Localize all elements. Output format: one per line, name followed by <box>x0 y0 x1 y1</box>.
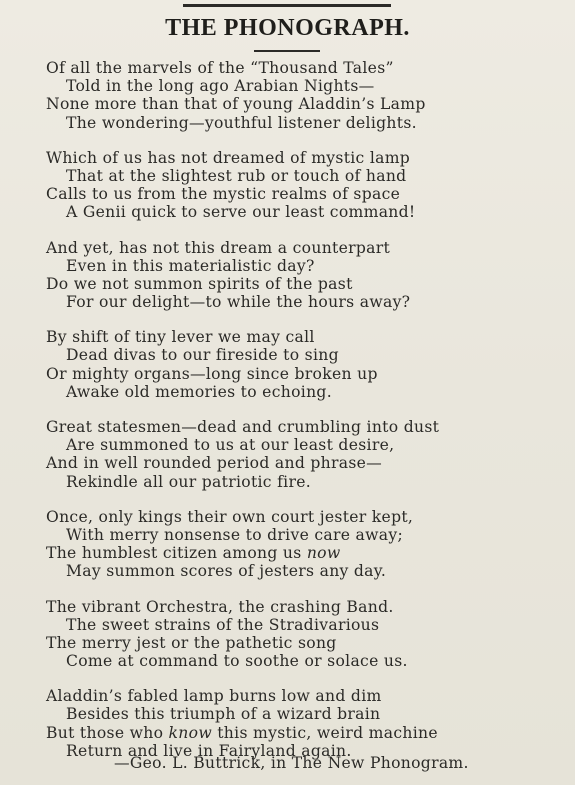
emphasized-word: now <box>306 544 341 563</box>
poem-line: Even in this materialistic day? <box>66 256 315 275</box>
poem-line: May summon scores of jesters any day. <box>66 562 387 581</box>
poem-line: The vibrant Orchestra, the crashing Band. <box>46 597 394 616</box>
stanza <box>46 598 566 671</box>
poem-line: Dead divas to our fireside to sing <box>66 346 339 365</box>
stanza <box>46 508 566 581</box>
title-rule <box>254 50 320 52</box>
poem-line: None more than that of young Aladdin’s Lamp <box>46 95 426 114</box>
poem-line: Besides this triumph of a wizard brain <box>66 705 381 724</box>
top-rule <box>183 4 391 7</box>
poem-line: A Genii quick to serve our least command! <box>66 203 416 222</box>
attribution: —Geo. L. Buttrick, in The New Phonogram. <box>114 754 469 772</box>
poem-line: Are summoned to us at our least desire, <box>66 436 395 455</box>
stanza <box>46 239 566 312</box>
poem-line: Awake old memories to echoing. <box>66 382 332 401</box>
poem-line: Aladdin’s fabled lamp burns low and dim <box>46 687 382 706</box>
stanza <box>46 418 566 491</box>
poem-line: By shift of tiny lever we may call <box>46 328 315 347</box>
poem-line: Calls to us from the mystic realms of space <box>46 185 401 204</box>
emphasized-word: know <box>168 723 212 742</box>
poem-line: Or mighty organs—long since broken up <box>46 364 378 383</box>
stanza <box>46 59 566 132</box>
poem-line: Return and live in Fairyland again. <box>66 741 352 760</box>
poem-body <box>46 59 566 777</box>
poem-line: The sweet strains of the Stradivarious <box>66 615 380 634</box>
stanza <box>46 328 566 401</box>
poem-line: The wondering—youthful listener delights. <box>66 113 417 132</box>
poem-line: For our delight—to while the hours away? <box>66 293 411 312</box>
poem-line: The merry jest or the pathetic song <box>46 633 337 652</box>
poem-line: Come at command to soothe or solace us. <box>66 652 408 671</box>
poem-line: But those who know this mystic, weird machine <box>46 723 438 742</box>
stanza <box>46 149 566 222</box>
poem-line: Once, only kings their own court jester kept, <box>46 507 414 526</box>
poem-line: And in well rounded period and phrase— <box>46 454 383 473</box>
poem-line: And yet, has not this dream a counterpart <box>46 238 391 257</box>
poem-line: With merry nonsense to drive care away; <box>66 525 404 544</box>
stanza <box>46 687 566 760</box>
poem-line: That at the slightest rub or touch of hand <box>66 166 407 185</box>
poem-line: Rekindle all our patriotic fire. <box>66 472 311 491</box>
poem-line: Of all the marvels of the “Thousand Tales” <box>46 59 394 77</box>
poem-line: Do we not summon spirits of the past <box>46 274 353 293</box>
poem-title: THE PHONOGRAPH. <box>165 15 410 41</box>
poem-line: Great statesmen—dead and crumbling into dust <box>46 418 440 436</box>
poem-line: Told in the long ago Arabian Nights— <box>66 77 375 96</box>
poem-line: The humblest citizen among us now <box>46 544 341 563</box>
poem-line: Which of us has not dreamed of mystic lamp <box>46 148 411 167</box>
